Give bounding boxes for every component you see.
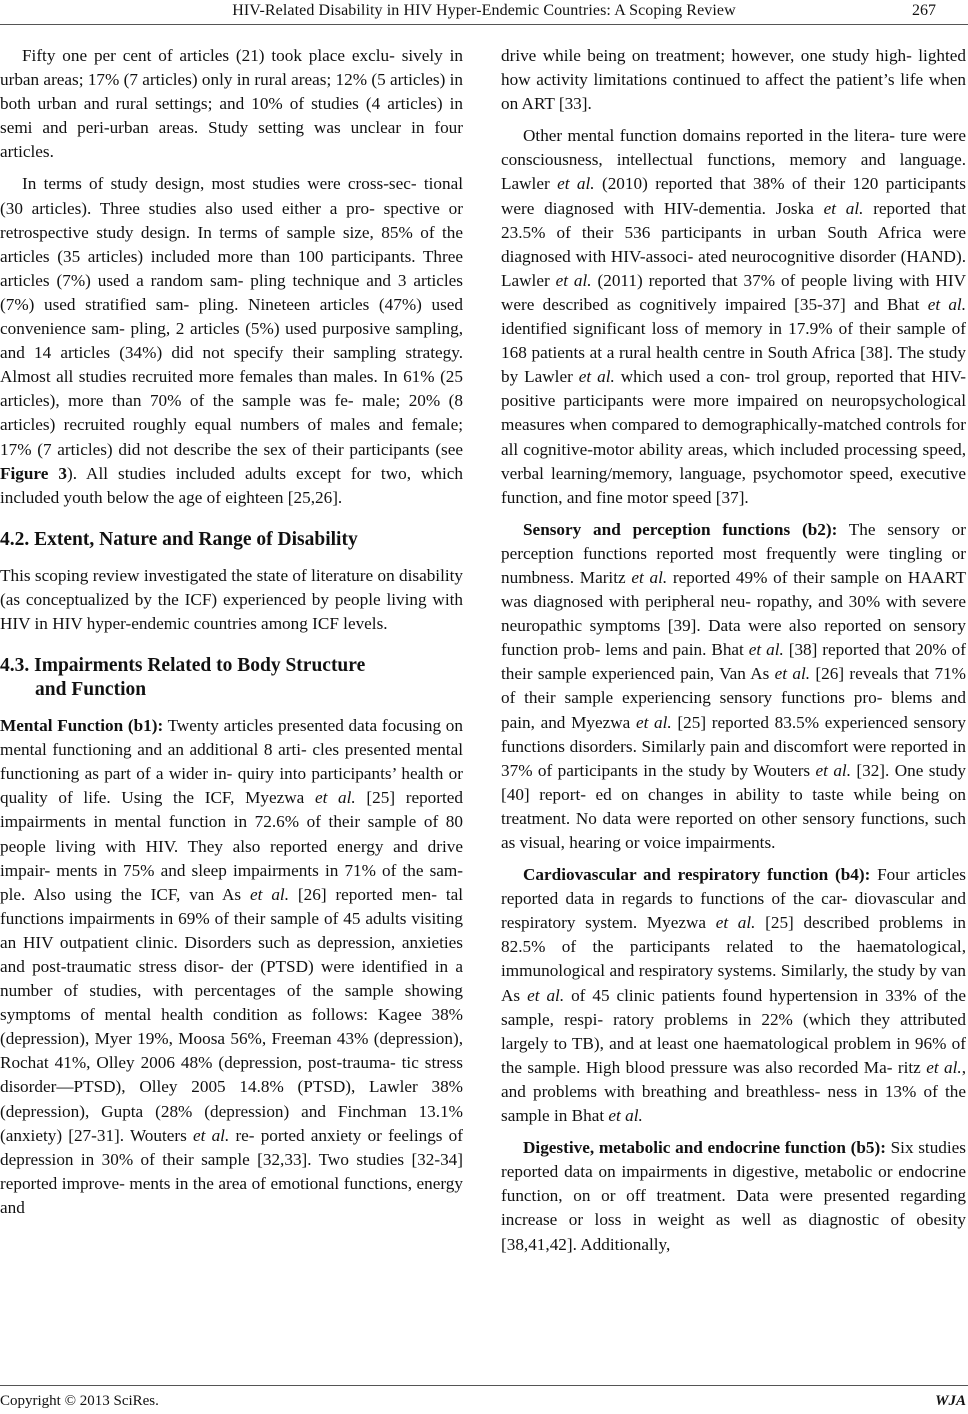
figure-reference: Figure 3 bbox=[0, 463, 67, 483]
paragraph-study-setting: Fifty one per cent of articles (21) took place exclu- sively in urban areas; 17% (7 articles) only in rural areas; 12% (5 articles) in both urban and rural settings; and 10% of studies (4 articles) in semi and peri-urban areas. Study setting was unclear in four articles. bbox=[0, 46, 463, 162]
running-header bbox=[0, 0, 968, 36]
page-footer bbox=[0, 1385, 968, 1414]
paragraph-cardiovascular-function: Cardiovascular and respiratory function (b4): Four articles reported data in regards to functions of the car- diovascular and respiratory system. Myezwa et al. [25] described problems in 82.5% of the participants related to the haematological, immunological and respiratory systems. Similarly, the study by van As et al. of 45 clinic patients found hypertension in 33% of the sample, respi- ratory problems in 22% (which they attributed largely to TB), and at least one haematological problem in 96% of the sample. High blood pressure was also recorded Ma- ritz et al., and problems with breathing and breathless- ness in 13% of the sample in Bhat et al. bbox=[501, 865, 966, 1126]
right-column bbox=[501, 44, 966, 1414]
running-title: HIV-Related Disability in HIV Hyper-Endemic Countries: A Scoping Review bbox=[232, 2, 736, 19]
copyright-notice: Copyright © 2013 SciRes. bbox=[0, 1393, 159, 1409]
section-heading-4-2: 4.2. Extent, Nature and Range of Disability bbox=[0, 528, 358, 550]
page-number: 267 bbox=[912, 2, 936, 19]
paragraph-sensory-functions: Sensory and perception functions (b2): The sensory or perception functions reported most frequently were tingling or numbness. Maritz et al. reported 49% of their sample on HAART was diagnosed with peripheral neu- ropathy, and 30% with severe neuropathic symptoms [39]. Data were also reported on sensory function prob- lems and pain. Bhat et al. [38] reported that 20% of their sample experienced pain, Van As et al. [26] reveals that 71% of their sample experiencing sensory functions pro- blems and pain, and Myezwa et al. [25] reported 83.5% experienced sensory functions disorders. Similarly pain and discomfort were reported in 37% of participants in the study by Wouters et al. [32]. One study [40] report- ed on changes in ability to taste while being on treatment. No data were reported on other sensory functions, such as visual, hearing or voice impairments. bbox=[501, 519, 967, 852]
paragraph-other-mental-domains: Other mental function domains reported in the litera- ture were consciousness, intellectual functions, memory and language. Lawler et al. (2010) reported that 38% of their 120 participants were diagnosed with HIV-dementia. Joska et al. reported that 23.5% of their 536 participants in urban South Africa were diagnosed with HIV-associ- ated neurocognitive disorder (HAND). Lawler et al. (2011) reported that 37% of people living with HIV were described as cognitively impaired [35-37] and Bhat et al. identified significant loss of memory in 17.9% of their sample of 168 patients at a rural health centre in South Africa [38]. The study by Lawler et al. which used a con- trol group, reported that HIV-positive participants were more impaired on neuropsychological measures when compared to demographically-matched controls for all cognitive-motor ability areas, which included processing speed, verbal learning/memory, language, psychomotor speed, executive function, and fine motor speed [37]. bbox=[501, 126, 967, 507]
left-column bbox=[0, 44, 463, 1414]
journal-abbreviation: WJA bbox=[935, 1393, 966, 1409]
section-heading-4-3: 4.3. Impairments Related to Body Structure and Function bbox=[0, 655, 366, 701]
paragraph-study-design: In terms of study design, most studies were cross-sec- tional (30 articles). Three studies also used either a pro- spective or retrospective study design. In terms of sample size, 85% of the articles (35 articles) included more than 100 participants. Three articles (7%) used a random sam- pling technique and 3 articles (7%) used stratified sam- pling. Nineteen articles (47%) used convenience sam- pling, 2 articles (5%) used purposive sampling, and 14 articles (34%) did not specify their sampling strategy. Almost all studies recruited more females than males. In 61% (25 articles), more than 70% of the sample was fe- male; 20% (8 articles) recruited roughly equal numbers of males and female; 17% (7 articles) did not describe the sex of their participants (see Figure 3). All studies included adults except for two, which included youth below the age of eighteen [25,26]. bbox=[0, 174, 463, 507]
header-rule bbox=[0, 24, 968, 25]
paragraph-scoping-review: This scoping review investigated the state of literature on disability (as conceptualized by the ICF) experienced by people living with HIV in HIV hyper-endemic countries among ICF levels. bbox=[0, 565, 463, 633]
paragraph-mental-function: Mental Function (b1): Twenty articles presented data focusing on mental functioning and an additional 8 arti- cles presented mental functioning as part of a wider in- quiry into participants’ health or quality of life. Using the ICF, Myezwa et al. [25] reported impairments in mental function in 72.6% of their sample of 80 people living with HIV. They also reported energy and drive impair- ments in 75% and sleep impairments in 71% of the sam- ple. Also using the ICF, van As et al. [26] reported men- tal functions impairments in 69% of their sample of 45 adults visiting an HIV outpatient clinic. Disorders such as depression, anxieties and post-traumatic stress disor- der (PTSD) were identified in a number of studies, with percentages of the sample showing symptoms of mental health condition as follows: Kagee 38% (depression), Myer 19%, Moosa 56%, Freeman 43% (depression), Rochat 41%, Olley 2006 48% (depression, post-trauma- tic stress disorder—PTSD), Olley 2005 14.8% (PTSD), Lawler 38% (depression), Gupta (28% (depression) and Finchman 13.1% (anxiety) [27-31]. Wouters et al. re- ported anxiety or feelings of depression in 30% of their sample [32,33]. Two studies [32-34] reported improve- ments in the area of emotional functions, energy and bbox=[0, 716, 464, 1217]
footer-rule bbox=[0, 1385, 968, 1386]
paragraph-continued: drive while being on treatment; however, one study high- lighted how activity limitations continued to affect the patient’s life when on ART [33]. bbox=[501, 46, 966, 114]
paragraph-digestive-function: Digestive, metabolic and endocrine function (b5): Six studies reported data on impairments in digestive, metabolic or endocrine function, on or off treatment. Data were presented regarding increase or loss in weight as well as diagnostic of obesity [38,41,42]. Additionally, bbox=[501, 1138, 966, 1254]
